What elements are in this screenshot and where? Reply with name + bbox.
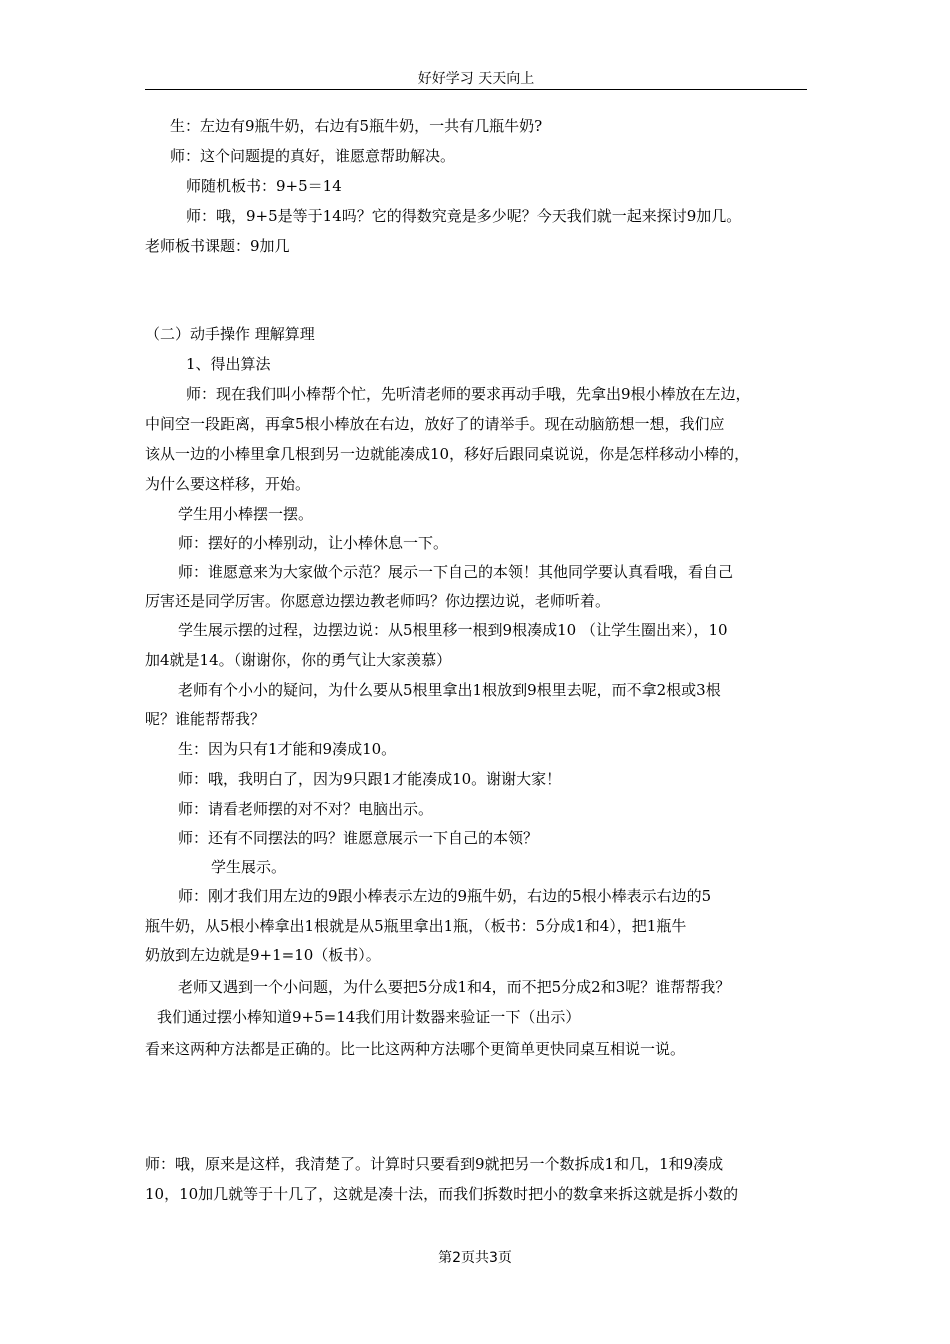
- text-line: 老师板书课题：9加几: [145, 237, 290, 255]
- text-line: 我们通过摆小棒知道9+5=14我们用计数器来验证一下（出示）: [157, 1008, 581, 1026]
- text-line: 呢？谁能帮帮我？: [145, 710, 266, 728]
- text-line: 师：请看老师摆的对不对？电脑出示。: [178, 800, 434, 818]
- section-heading: （二）动手操作 理解算理: [145, 325, 315, 343]
- text-line: 看来这两种方法都是正确的。比一比这两种方法哪个更简单更快同桌互相说一说。: [145, 1040, 686, 1058]
- text-line: 师：现在我们叫小棒帮个忙，先听清老师的要求再动手哦，先拿出9根小棒放在左边，: [186, 385, 751, 403]
- text-line: 老师又遇到一个小问题，为什么要把5分成1和4，而不把5分成2和3呢？谁帮帮我？: [178, 978, 731, 996]
- text-line: 学生用小棒摆一摆。: [178, 505, 314, 523]
- text-line: 师：哦，9+5是等于14吗？它的得数究竟是多少呢？今天我们就一起来探讨9加几。: [186, 207, 742, 225]
- text-line: 加4就是14。（谢谢你，你的勇气让大家羡慕）: [145, 651, 452, 669]
- page-header: 好好学习 天天向上: [417, 71, 535, 87]
- text-line: 师：哦，我明白了，因为9只跟1才能凑成10。谢谢大家！: [178, 770, 562, 788]
- text-line: 生：因为只有1才能和9凑成10。: [178, 740, 397, 758]
- text-line: 师：谁愿意来为大家做个示范？展示一下自己的本领！其他同学要认真看哦，看自己: [178, 563, 734, 581]
- text-line: 10，10加几就等于十几了，这就是凑十法，而我们拆数时把小的数拿来拆这就是拆小数的: [145, 1185, 739, 1203]
- text-line: 老师有个小小的疑问，为什么要从5根里拿出1根放到9根里去呢，而不拿2根或3根: [178, 681, 721, 699]
- text-line: 师：哦，原来是这样，我清楚了。计算时只要看到9就把另一个数拆成1和几，1和9凑成: [145, 1155, 724, 1173]
- text-line: 师：还有不同摆法的吗？谁愿意展示一下自己的本领？: [178, 829, 539, 847]
- text-line: 瓶牛奶，从5根小棒拿出1根就是从5瓶里拿出1瓶，（板书：5分成1和4），把1瓶牛: [145, 917, 687, 935]
- text-line: 师：这个问题提的真好，谁愿意帮助解决。: [170, 147, 456, 165]
- text-line: 学生展示摆的过程，边摆边说：从5根里移一根到9根凑成10 （让学生圈出来），10: [178, 621, 728, 639]
- text-line: 该从一边的小棒里拿几根到另一边就能凑成10，移好后跟同桌说说，你是怎样移动小棒的，: [145, 445, 750, 463]
- text-line: 生：左边有9瓶牛奶，右边有5瓶牛奶，一共有几瓶牛奶?: [170, 117, 543, 135]
- text-line: 为什么要这样移，开始。: [145, 475, 311, 493]
- text-line: 厉害还是同学厉害。你愿意边摆边教老师吗？你边摆边说，老师听着。: [145, 592, 611, 610]
- header-divider: [145, 89, 807, 90]
- text-line: 师：刚才我们用左边的9跟小棒表示左边的9瓶牛奶，右边的5根小棒表示右边的5: [178, 887, 712, 905]
- subsection-heading: 1、得出算法: [186, 355, 271, 373]
- text-line: 师：摆好的小棒别动，让小棒休息一下。: [178, 534, 449, 552]
- page-number: 第2页共3页: [438, 1250, 512, 1266]
- text-line: 中间空一段距离，再拿5根小棒放在右边，放好了的请举手。现在动脑筋想一想，我们应: [145, 415, 725, 433]
- text-line: 奶放到左边就是9+1=10（板书）。: [145, 946, 381, 964]
- text-line: 学生展示。: [211, 858, 287, 876]
- text-line: 师随机板书：9+5＝14: [186, 177, 342, 195]
